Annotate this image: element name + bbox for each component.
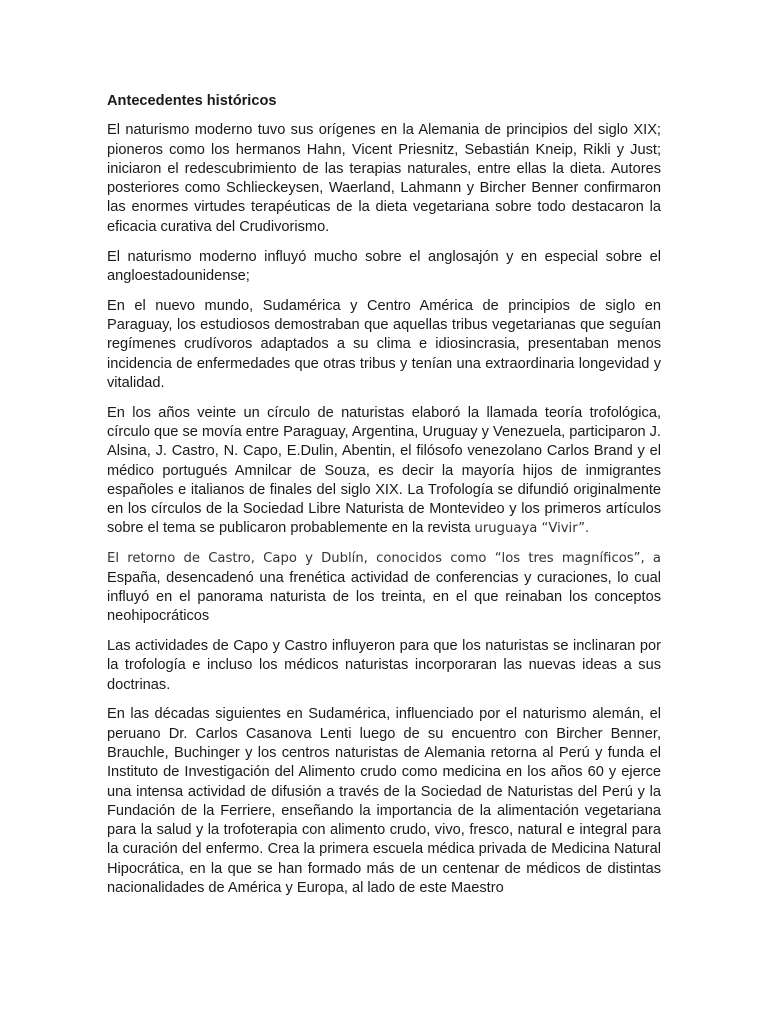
section-heading: Antecedentes históricos <box>107 93 277 109</box>
paragraph-trophology <box>107 404 661 539</box>
paragraph-trophology-tail: uruguaya “Vivir”. <box>474 521 590 537</box>
paragraph-return <box>107 549 661 626</box>
paragraph-return-text: España, desencadenó una frenética actividad de conferencias y curaciones, lo cual influyó en el panorama naturista de los treinta, en el que reinaban los conceptos neohipocráticos <box>107 569 661 625</box>
document-page <box>107 92 661 909</box>
paragraph-origins: El naturismo moderno tuvo sus orígenes en la Alemania de principios del siglo XIX; pioneros como los hermanos Hahn, Vicent Priesnitz, Sebastián Kneip, Rikli y Just; iniciaron el redescubrimiento de las terapias naturales, entre ellas la dieta. Autores posteriores como Schlieckeysen, Waerland, Lahmann y Bircher Benner confirmaron las enormes virtudes terapéuticas de la dieta vegetariana sobre todo destacaron la eficacia curativa del Crudivorismo. <box>107 122 661 235</box>
paragraph-trophology-text: En los años veinte un círculo de naturistas elaboró la llamada teoría trofológica, círculo que se movía entre Paraguay, Argentina, Uruguay y Venezuela, participaron J. Alsina, J. Castro, N. Capo, E.Dulin, Abentin, el filósofo venezolano Carlos Brand y el médico portugués Amnilcar de Souza, es decir la mayoría hijos de inmigrantes españoles e italianos de finales del siglo XIX. La Trofología se difundió originalmente en los círculos de la Sociedad Libre Naturista de Montevideo y los primeros artículos sobre el tema se publicaron probablemente en la revista <box>107 404 661 537</box>
paragraph-new-world: En el nuevo mundo, Sudamérica y Centro América de principios de siglo en Paraguay, los estudiosos demostraban que aquellas tribus vegetarianas que seguían regímenes crudívoros adaptados a su clima e idiosincrasia, presentaban menos incidencia de enfermedades que otras tribus y tenían una extraordinaria longevidad y vitalidad. <box>107 297 661 391</box>
paragraph-return-lead: El retorno de Castro, Capo y Dublín, conocidos como “los tres magníficos”, a <box>107 551 661 567</box>
paragraph-casanova: En las décadas siguientes en Sudamérica, influenciado por el naturismo alemán, el peruano Dr. Carlos Casanova Lenti luego de su encuentro con Bircher Benner, Brauchle, Buchinger y los centros naturistas de Alemania retorna al Perú y funda el Instituto de Investigación del Alimento crudo como medicina en los años 60 y ejerce una intensa actividad de difusión a través de la Sociedad de Naturistas del Perú y la Fundación de la Ferriere, enseñando la importancia de la alimentación vegetariana para la salud y la trofoterapia con alimento crudo, vivo, fresco, natural e integral para la curación del enfermo. Crea la primera escuela médica privada de Medicina Natural Hipocrática, en la que se han formado más de un centenar de médicos de distintas nacionalidades de América y Europa, al lado de este Maestro <box>107 706 661 896</box>
paragraph-capo-castro: Las actividades de Capo y Castro influyeron para que los naturistas se inclinaran por la trofología e incluso los médicos naturistas incorporaran las nuevas ideas a sus doctrinas. <box>107 637 661 693</box>
paragraph-anglo-influence: El naturismo moderno influyó mucho sobre el anglosajón y en especial sobre el angloestadounidense; <box>107 248 661 284</box>
